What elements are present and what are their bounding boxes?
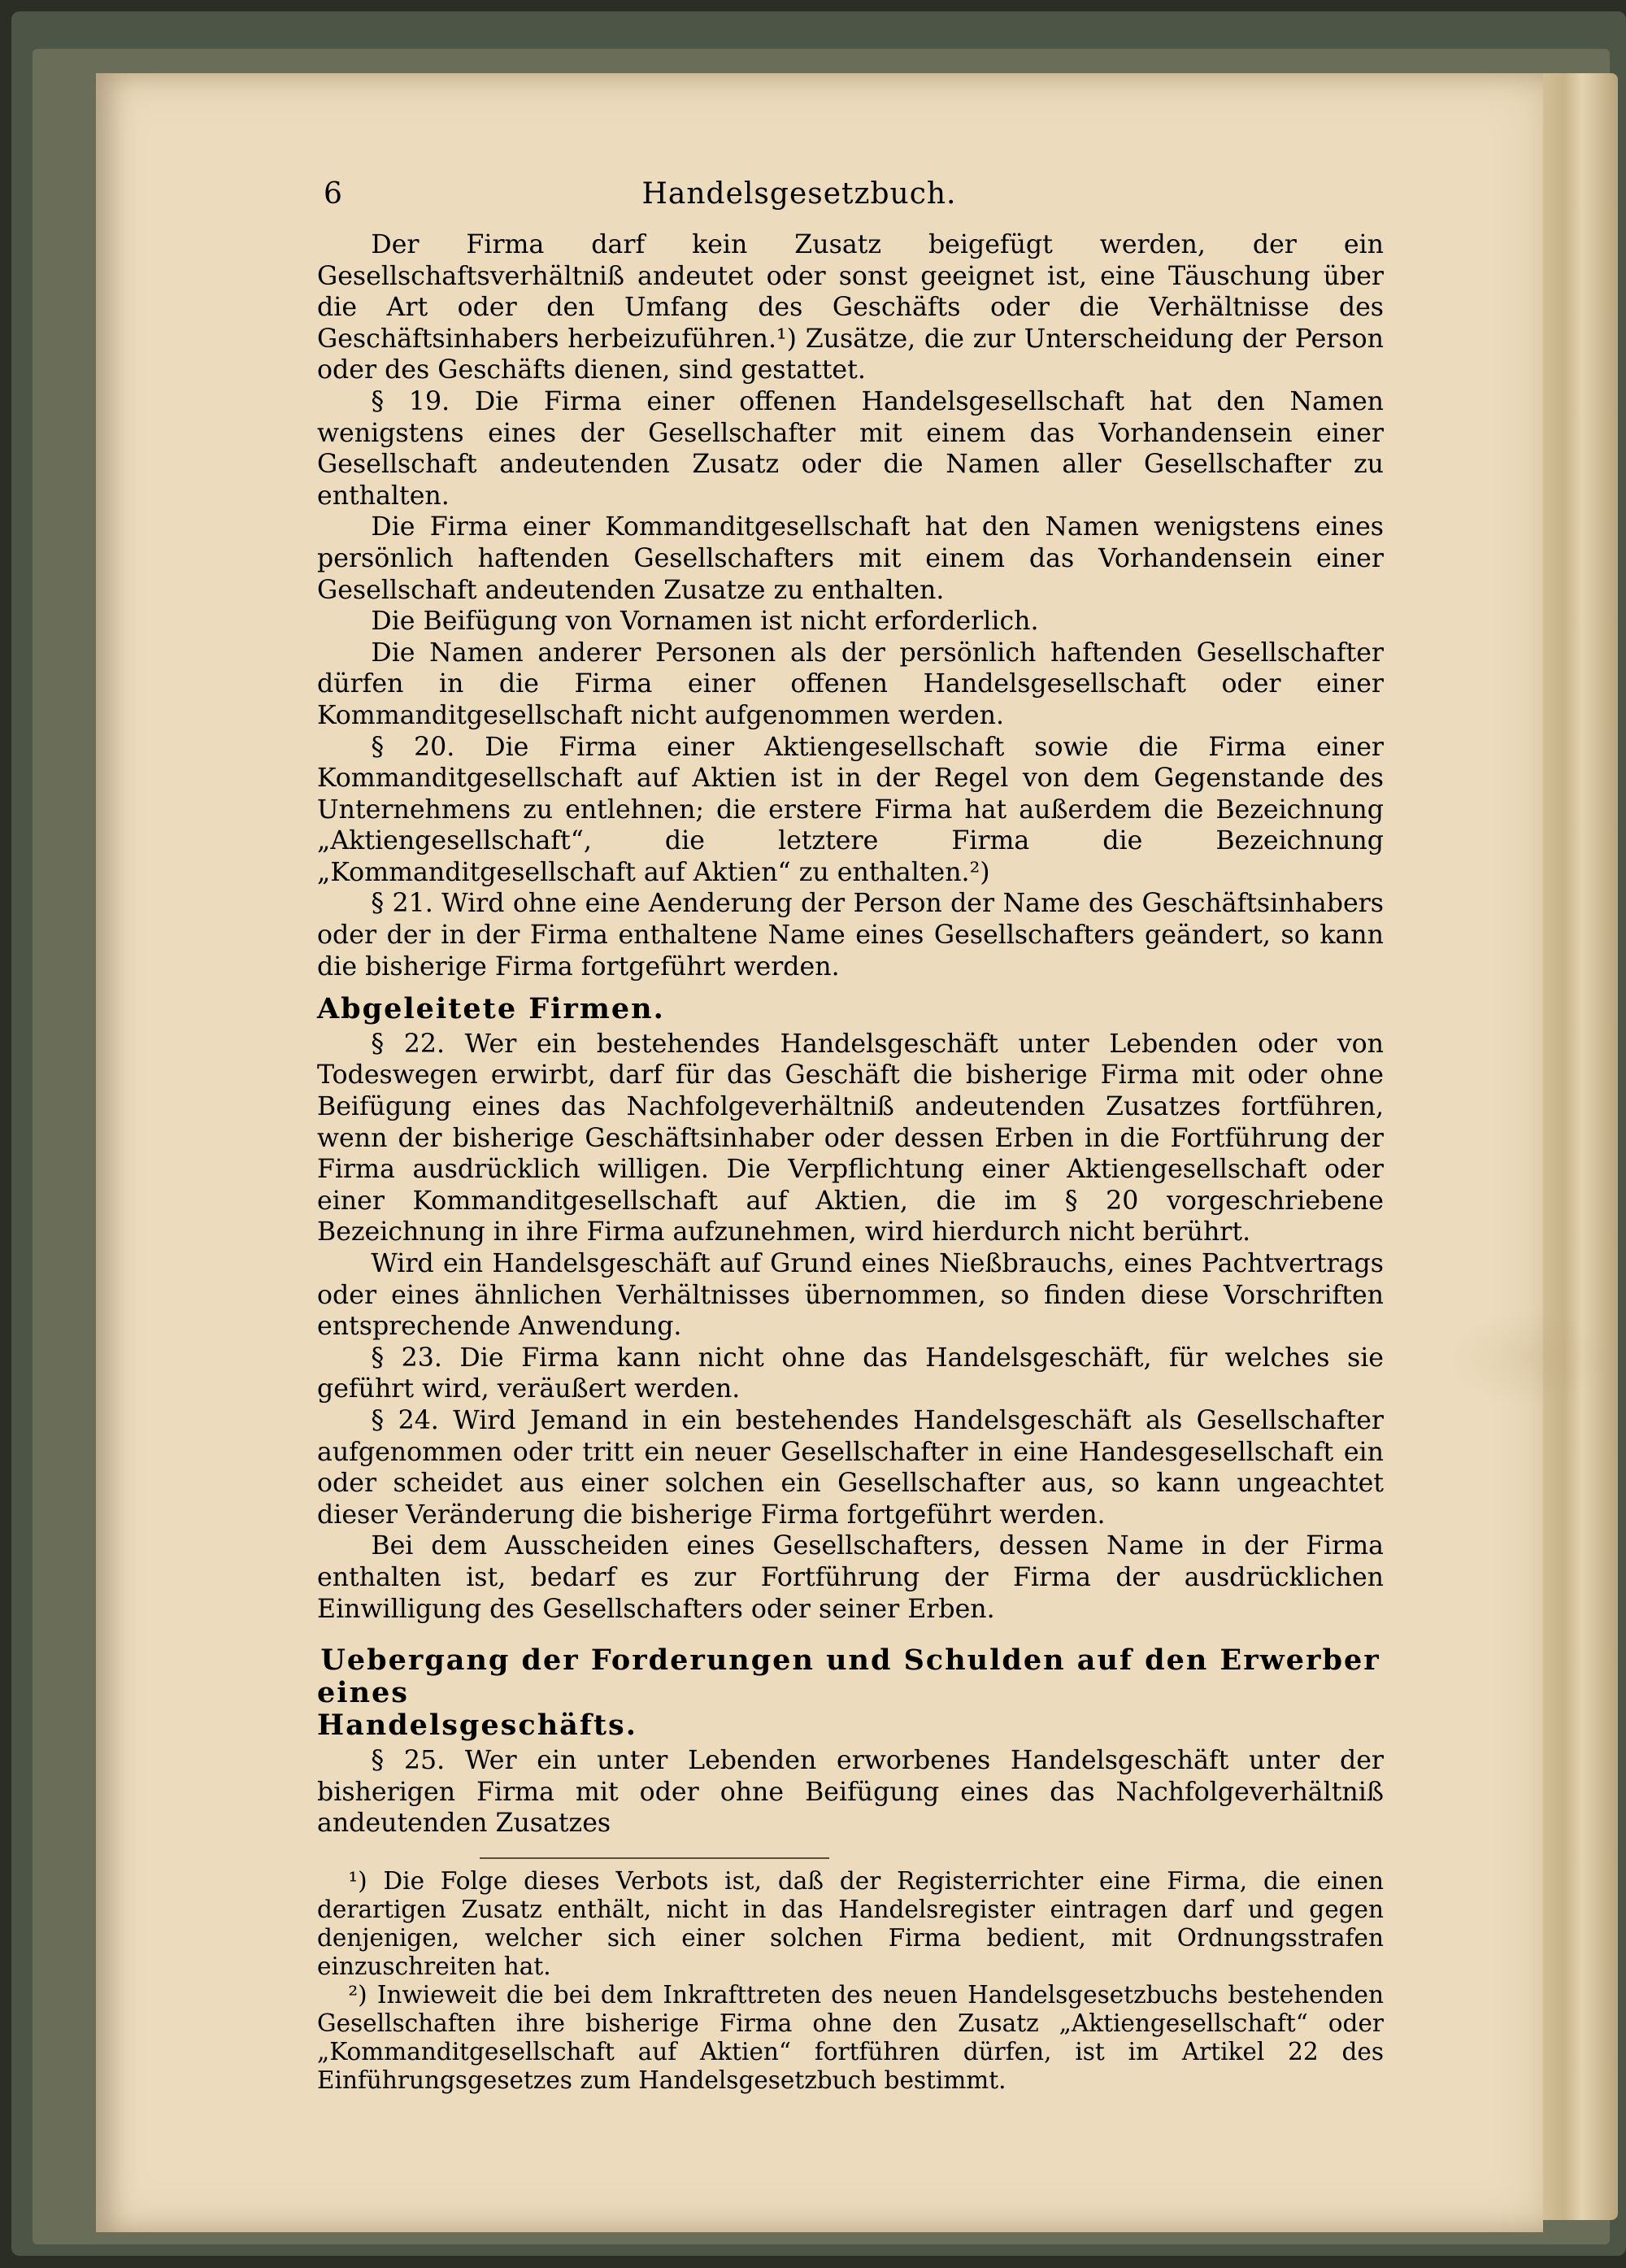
page-number: 6 [324,177,342,211]
section-heading: Abgeleitete Firmen. [317,992,665,1026]
footnote-1: ¹) Die Folge dieses Verbots ist, daß der Registerrichter eine Firma, die einen derartigen Zusatz enthält, nicht in das Handelsregister eintragen darf und gegen denjenigen, welcher sich einer solchen Firma bedient, mit Ordnungsstrafen einzuschreiten hat. [317,1866,1384,1980]
paragraph-section-22: § 22. Wer ein bestehendes Handelsgeschäft unter Lebenden oder von Todeswegen erwirbt, darf für das Geschäft die bisherige Firma mit oder ohne Beifügung eines das Nachfolgeverhältniß andeutenden Zusatzes fortführen, wenn der bisherige Geschäftsinhaber oder dessen Erben in die Fortführung der Firma ausdrücklich willigen. Die Verpflichtung einer Aktiengesellschaft oder einer Kommanditgesellschaft auf Aktien, die im § 20 vorgeschriebene Bezeichnung in ihre Firma aufzunehmen, wird hierdurch nicht berührt. [317,1029,1384,1247]
paragraph-section-25: § 25. Wer ein unter Lebenden erworbenes Handelsgeschäft unter der bisherigen Firma mit oder ohne Beifügung eines das Nachfolgeverhältniß andeutenden Zusatzes [317,1746,1384,1839]
footnote-rule [480,1857,829,1859]
paragraph: Bei dem Ausscheiden eines Gesellschafters, dessen Name in der Firma enthalten ist, bedarf es zur Fortführung der Firma der ausdrücklichen Einwilligung des Gesellschafters oder seiner Erben. [317,1531,1384,1624]
paragraph-section-23: § 23. Die Firma kann nicht ohne das Handelsgeschäft, für welches sie geführt wird, veräußert werden. [317,1343,1384,1404]
running-title: Handelsgesetzbuch. [641,177,957,211]
section-heading-2 [317,1644,1384,1742]
paragraph: Die Beifügung von Vornamen ist nicht erforderlich. [371,607,1039,637]
paragraph-section-24: § 24. Wird Jemand in ein bestehendes Handelsgeschäft als Gesellschafter aufgenommen oder tritt ein neuer Gesellschafter in eine Handesgesellschaft ein oder scheidet aus einer solchen ein Gesellschafter aus, so kann ungeachtet dieser Veränderung die bisherige Firma fortgeführt werden. [317,1405,1384,1530]
section-heading-2-line1: Uebergang der Forderungen und Schulden auf den Erwerber eines [317,1643,1380,1710]
paragraph-section-21: § 21. Wird ohne eine Aenderung der Person der Name des Geschäftsinhabers oder der in der Firma enthaltene Name eines Gesellschafters geändert, so kann die bisherige Firma fortgeführt werden. [317,889,1384,982]
paragraph: Der Firma darf kein Zusatz beigefügt werden, der ein Gesellschaftsverhältniß andeutet oder sonst geeignet ist, eine Täuschung über die Art oder den Umfang des Geschäfts oder die Verhältnisse des Geschäftsinhabers herbeizuführen.¹) Zusätze, die zur Unterscheidung der Person oder des Geschäfts dienen, sind gestattet. [317,230,1384,385]
paragraph: Die Firma einer Kommanditgesellschaft hat den Namen wenigstens eines persönlich haftenden Gesellschafters mit einem das Vorhandensein einer Gesellschaft andeutenden Zusatze zu enthalten. [317,512,1384,605]
paragraph: Wird ein Handelsgeschäft auf Grund eines Nießbrauchs, eines Pachtvertrags oder eines ähnlichen Verhältnisses übernommen, so finden diese Vorschriften entsprechende Anwendung. [317,1249,1384,1342]
paragraph: Die Namen anderer Personen als der persönlich haftenden Gesellschafter dürfen in die Firma einer offenen Handelsgesellschaft oder einer Kommanditgesellschaft nicht aufgenommen werden. [317,638,1384,730]
body-text [317,229,1384,2095]
paragraph-section-19: § 19. Die Firma einer offenen Handelsgesellschaft hat den Namen wenigstens eines der Gesellschafter mit einem das Vorhandensein einer Gesellschaft andeutenden Zusatz oder die Namen aller Gesellschafter zu enthalten. [317,386,1384,511]
paper-stain [1446,1309,1608,1407]
running-head [218,177,1380,226]
section-heading-2-line2: Handelsgeschäfts. [317,1709,637,1743]
paragraph-section-20: § 20. Die Firma einer Aktiengesellschaft sowie die Firma einer Kommanditgesellschaft auf Aktien ist in der Regel von dem Gegenstande des Unternehmens zu entlehnen; die erstere Firma hat außerdem die Bezeichnung „Aktiengesellschaft“, die letztere Firma die Bezeichnung „Kommanditgesellschaft auf Aktien“ zu enthalten.²) [317,732,1384,887]
footnote-2: ²) Inwieweit die bei dem Inkrafttreten des neuen Handelsgesetzbuchs bestehenden Gesellschaften ihre bisherige Firma ohne den Zusatz „Aktiengesellschaft“ oder „Kommanditgesellschaft auf Aktien“ fortführen dürfen, ist im Artikel 22 des Einführungsgesetzes zum Handelsgesetzbuch bestimmt. [317,1980,1384,2094]
